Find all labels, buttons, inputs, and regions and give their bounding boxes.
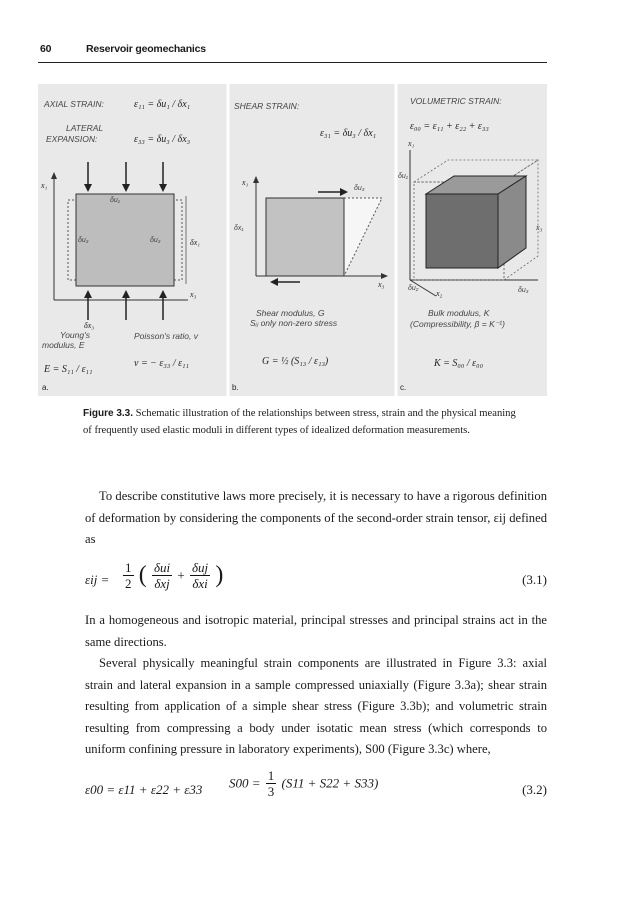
youngs-label-1: Young's (60, 330, 90, 340)
equation-3-1: εij = $\frac{1}{2}$ ( $\frac{\text{δui}}{\text{δxj}}$ + $\frac{\text{δuj}}{\text{δxi}}$ ) (3.1) (85, 560, 547, 591)
running-title: Reservoir geomechanics (86, 43, 206, 55)
dx3-label: δx₃ (84, 321, 95, 330)
c-du3-label: δu₃ (518, 287, 529, 294)
c-du2-label: δu₂ (408, 285, 419, 292)
x3-label: x₃ (190, 290, 197, 299)
axial-strain-label: AXIAL STRAIN: (44, 99, 104, 109)
eq1-number: (3.1) (522, 572, 547, 587)
x1-arrowhead (51, 172, 57, 179)
caption-label: Figure 3.3. (83, 408, 134, 419)
c-x2-label: x₂ (436, 289, 443, 298)
youngs-equation: E = S₁₁ / ε₁₁ (44, 364, 93, 375)
paragraph-1: To describe constitutive laws more precisely, it is necessary to have a rigorous definition of deformation by considering the components of the second-order strain tensor, εij defined as (85, 489, 547, 546)
shear-modulus-label: Shear modulus, G (256, 308, 325, 318)
b-x3-label: x₃ (378, 280, 385, 289)
shear-strain-equation: ε₃₁ = δu₃ / δx₁ (320, 128, 377, 139)
lateral-label-2: EXPANSION: (46, 134, 98, 144)
bulk-modulus-equation: K = S₀₀ / ε₀₀ (434, 358, 484, 369)
dx1-label: δx₁ (190, 238, 201, 247)
equation-3-2 (85, 768, 547, 808)
poisson-equation: v = − ε₃₃ / ε₁₁ (134, 358, 189, 369)
eq2-third: $\frac{1}{3}$ (267, 768, 275, 799)
eq1-term-b: $\frac{\text{δuj}}{\text{δxi}}$ (192, 560, 209, 591)
shear-modulus-equation: G = ½ (S₁₃ / ε₁₃) (262, 356, 329, 367)
youngs-label-2: modulus, E (42, 340, 85, 350)
panel-b-letter: b. (232, 383, 239, 392)
paragraph-3: Several physically meaningful strain components are illustrated in Figure 3.3: axial strain and lateral expansion in a sample compressed uniaxially (Figure 3.3a); shear strain resulting from application of a simple shear stress (Figure 3.3b); and volumetric strain resulting from compressing a body under isotatic mean stress (which corresponds to uniform confining pressure in laboratory experiments), S00 (Figure 3.3c) where, (85, 656, 547, 756)
compression-arrows-bottom (84, 290, 167, 320)
compression-arrows-top (84, 162, 167, 192)
panel-c-letter: c. (400, 383, 407, 392)
running-header (40, 43, 206, 55)
eq2-number: (3.2) (522, 782, 547, 797)
figure-canvas (38, 84, 547, 396)
bulk-modulus-label: Bulk modulus, K (428, 308, 490, 318)
compressibility-label: (Compressibility, β = K⁻¹) (410, 319, 505, 329)
lateral-label-1: LATERAL (66, 123, 104, 133)
header-rule (38, 62, 547, 63)
axial-strain-equation: ε₁₁ = δu₁ / δx₁ (134, 99, 191, 110)
du3-label-right: δu₃ (150, 237, 161, 244)
b-x1-label: x₁ (242, 178, 249, 187)
c-du1-label: δu₁ (398, 173, 408, 180)
sheared-shape (344, 198, 382, 276)
shear-strain-label: SHEAR STRAIN: (234, 101, 300, 111)
eq2-right-rhs: (S11 + S22 + S33) (281, 775, 379, 791)
panel-a-letter: a. (42, 383, 49, 392)
b-x3-arrowhead (381, 273, 388, 279)
b-du3-label: δu₃ (354, 185, 365, 192)
c-x1-label: x₁ (408, 139, 415, 148)
c-x3-label: x₃ (536, 223, 543, 232)
du3-label-left: δu₃ (78, 237, 89, 244)
poisson-label: Poisson's ratio, v (134, 331, 198, 341)
figure-caption (83, 405, 523, 439)
eq1-lhs: εij = (85, 572, 110, 587)
du1-label: δu₁ (110, 197, 120, 204)
caption-text: Schematic illustration of the relationships between stress, strain and the physical meaning of frequently used elastic moduli in different types of idealized deformation measurements. (83, 408, 516, 436)
eq1-half: $\frac{1}{2}$ (125, 560, 132, 591)
compressed-cube (426, 176, 526, 268)
lateral-strain-equation: ε₃₃ = δu₃ / δx₃ (134, 134, 191, 145)
eq1-term-a: $\frac{\text{δui}}{\text{δxj}}$ (154, 560, 171, 591)
x1-label: x₁ (41, 181, 48, 190)
b-x1-arrowhead (253, 176, 259, 183)
figure-3-3 (38, 84, 547, 396)
paragraph-2: In a homogeneous and isotropic material, principal stresses and principal strains act in the same directions. (85, 613, 547, 649)
shear-block (266, 198, 344, 276)
volumetric-strain-label: VOLUMETRIC STRAIN: (410, 96, 502, 106)
shear-stress-note: Sᵢⱼ only non-zero stress (250, 318, 338, 328)
page-number: 60 (40, 43, 52, 55)
eq2-left: ε00 = ε11 + ε22 + ε33 (85, 782, 203, 797)
volumetric-strain-equation: ε₀₀ = ε₁₁ + ε₂₂ + ε₃₃ (410, 121, 489, 132)
b-dx1-label: δx₁ (234, 225, 244, 232)
eq2-right-lhs: S00 = (229, 775, 261, 791)
